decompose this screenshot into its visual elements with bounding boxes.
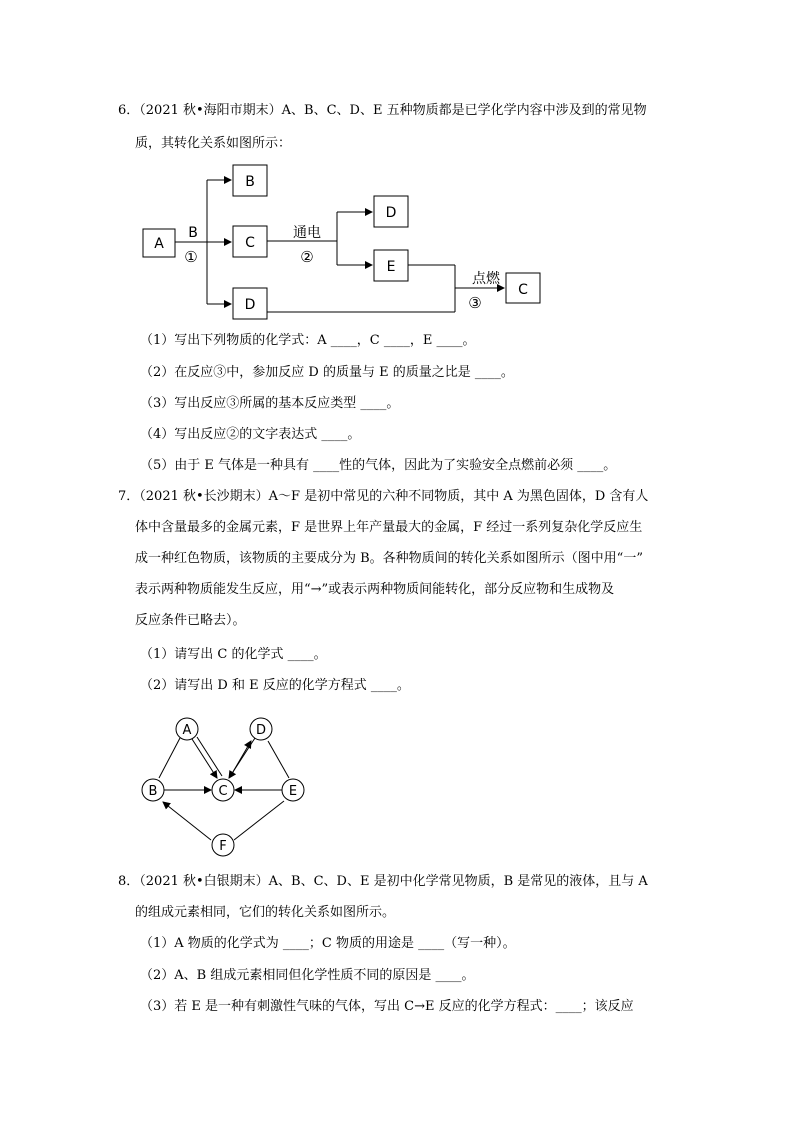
q8-item-1: （1）A 物质的化学式为 ____；C 物质的用途是 ____（写一种）。 bbox=[140, 936, 516, 951]
q7-intro-line-4: 表示两种物质能发生反应，用“→”或表示两种物质间能转化，部分反应物和生成物及 bbox=[135, 582, 615, 597]
q6-edge-r2-cond: 通电 bbox=[293, 225, 321, 241]
q6-label-d: D bbox=[244, 297, 256, 313]
q7-item-1: （1）请写出 C 的化学式 ____。 bbox=[140, 647, 327, 662]
q8-intro-line-1: 8．（2021 秋•白银期末）A、B、C、D、E 是初中化学常见物质，B 是常见的液体，且与 A bbox=[118, 874, 648, 889]
q7-intro-line-3: 成一种红色物质，该物质的主要成分为 B。各种物质间的转化关系如图所示（图中用“一” bbox=[135, 551, 643, 566]
q7-label-e: E bbox=[288, 784, 298, 799]
q6-label-b: B bbox=[245, 174, 255, 190]
q7-label-b: B bbox=[148, 784, 158, 799]
q6-edge-r1: ① bbox=[184, 248, 198, 266]
q7-item-2: （2）请写出 D 和 E 反应的化学方程式 ____。 bbox=[140, 678, 410, 693]
q6-intro-line-1: 6．（2021 秋•海阳市期末）A、B、C、D、E 五种物质都是已学化学内容中涉及到的常见物 bbox=[118, 103, 647, 118]
q6-edge-reagent-b: B bbox=[188, 225, 198, 241]
q6-edge-r2: ② bbox=[300, 248, 314, 266]
q7-intro-line-2: 体中含量最多的金属元素，F 是世界上年产量最大的金属，F 经过一系列复杂化学反应生 bbox=[135, 520, 643, 535]
q6-item-1: （1）写出下列物质的化学式：A ____，C ____，E ____。 bbox=[140, 333, 476, 348]
q8-intro-line-2: 的组成元素相同，它们的转化关系如图所示。 bbox=[135, 905, 396, 920]
q6-edge-r3: ③ bbox=[468, 294, 482, 312]
q6-item-3: （3）写出反应③所属的基本反应类型 ____。 bbox=[140, 396, 400, 411]
q6-label-c2: C bbox=[518, 282, 528, 298]
q6-item-5: （5）由于 E 气体是一种具有 ____性的气体，因此为了实验安全点燃前必须 ____。 bbox=[140, 458, 617, 473]
q6-item-2: （2）在反应③中，参加反应 D 的质量与 E 的质量之比是 ____。 bbox=[140, 365, 514, 380]
q6-edge-r3-cond: 点燃 bbox=[472, 271, 500, 287]
q6-intro-line-2: 质，其转化关系如图所示： bbox=[135, 136, 292, 151]
q7-label-a: A bbox=[182, 723, 192, 738]
q8-item-2: （2）A、B 组成元素相同但化学性质不同的原因是 ____。 bbox=[140, 968, 475, 983]
q6-label-d2: D bbox=[385, 205, 397, 221]
q7-intro-line-5: 反应条件已略去）。 bbox=[135, 613, 246, 628]
q6-label-c: C bbox=[245, 235, 255, 251]
q7-label-c: C bbox=[218, 784, 228, 799]
q7-intro-line-1: 7．（2021 秋•长沙期末）A～F 是初中常见的六种不同物质，其中 A 为黑色固体，D 含有人 bbox=[118, 489, 649, 504]
q6-label-e: E bbox=[386, 259, 396, 275]
q8-item-3: （3）若 E 是一种有刺激性气味的气体，写出 C→E 反应的化学方程式：____；该反应 bbox=[140, 999, 634, 1014]
q7-label-f: F bbox=[219, 839, 227, 854]
q6-label-a: A bbox=[154, 236, 164, 252]
q7-label-d: D bbox=[255, 723, 267, 738]
q6-item-4: （4）写出反应②的文字表达式 ____。 bbox=[140, 427, 361, 442]
